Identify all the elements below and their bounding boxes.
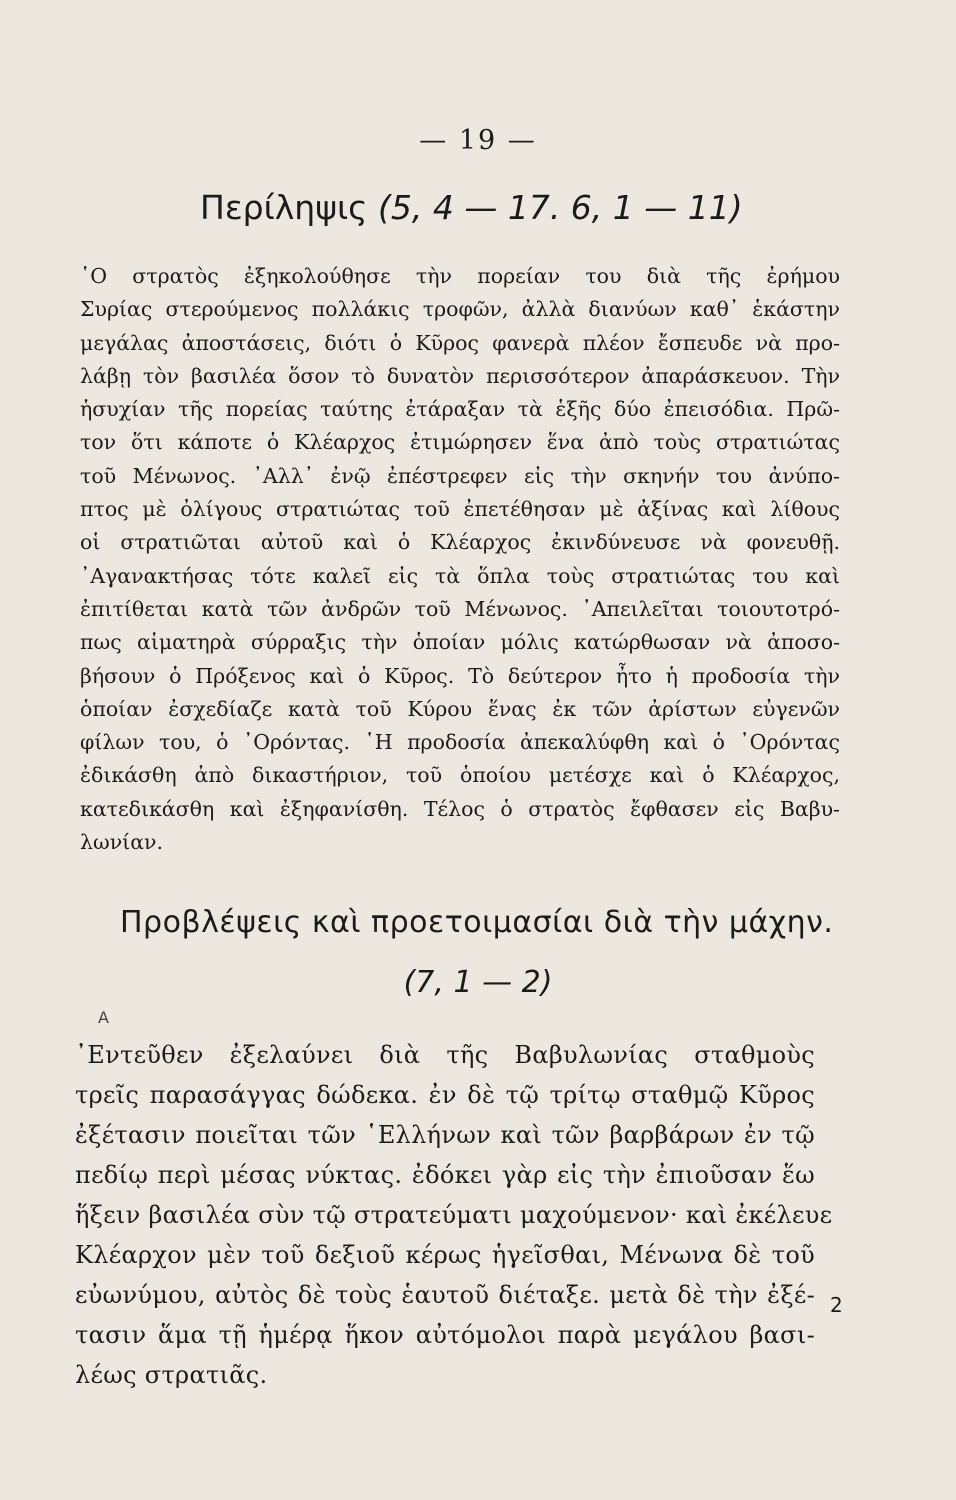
summary-line: λωνίαν.: [80, 830, 164, 855]
section-heading: Προβλέψεις καὶ προετοιμασίαι διὰ τὴν μάχην.: [120, 905, 834, 940]
passage-line: τασιν ἅμα τῇ ἡμέρᾳ ἥκον αὐτόμολοι παρὰ μεγάλου βασι-: [75, 1321, 815, 1349]
passage-line: ἥξειν βασιλέα σὺν τῷ στρατεύματι μαχούμενον· καὶ ἐκέλευε: [75, 1201, 833, 1229]
summary-line: τοῦ Μένωνος. ᾿Αλλ᾽ ἐνῷ ἐπέστρεφεν εἰς τὴν σκηνήν του ἀνύπο-: [80, 463, 840, 488]
summary-line: πτος μὲ ὀλίγους στρατιώτας τοῦ ἐπετέθησαν μὲ ἀξίνας καὶ λίθους: [80, 497, 840, 522]
passage-line: λέως στρατιᾶς.: [75, 1361, 268, 1389]
passage-line: ἐξέτασιν ποιεῖται τῶν ῾Ελλήνων καὶ τῶν βαρβάρων ἐν τῷ: [75, 1121, 815, 1149]
summary-line: ὁποίαν ἐσχεδίαζε κατὰ τοῦ Κύρου ἕνας ἐκ τῶν ἀρίστων εὐγενῶν: [80, 696, 840, 721]
passage-line: τρεῖς παρασάγγας δώδεκα. ἐν δὲ τῷ τρίτῳ σταθμῷ Κῦρος: [75, 1081, 815, 1109]
summary-line: Συρίας στερούμενος πολλάκις τροφῶν, ἀλλὰ διανύων καθ᾽ ἑκάστην: [80, 297, 840, 322]
section-reference: (7, 1 — 2): [403, 965, 553, 1000]
passage-line: Κλέαρχον μὲν τοῦ δεξιοῦ κέρως ἡγεῖσθαι, Μένωνα δὲ τοῦ: [75, 1241, 815, 1269]
passage-line: ᾿Εντεῦθεν ἐξελαύνει διὰ τῆς Βαβυλωνίας σταθμοὺς: [75, 1041, 815, 1069]
summary-line: τον ὅτι κάποτε ὁ Κλέαρχος ἐτιμώρησεν ἕνα ἀπὸ τοὺς στρατιώτας: [80, 430, 840, 455]
summary-line: οἱ στρατιῶται αὐτοῦ καὶ ὁ Κλέαρχος ἐκινδύνευσε νὰ φονευθῇ.: [80, 530, 840, 555]
summary-line: πως αἱματηρὰ σύρραξις τὴν ὁποίαν μόλις κατώρθωσαν νὰ ἀποσο-: [80, 630, 840, 655]
summary-line: ἡσυχίαν τῆς πορείας ταύτης ἐτάραξαν τὰ ἑξῆς δύο ἐπεισόδια. Πρῶ-: [80, 397, 840, 422]
summary-line: ἐπιτίθεται κατὰ τῶν ἀνδρῶν τοῦ Μένωνος. ᾿Απειλεῖται τοιουτοτρό-: [80, 596, 840, 621]
margin-marker: A: [98, 1008, 109, 1027]
summary-line: βήσουν ὁ Πρόξενος καὶ ὁ Κῦρος. Τὸ δεύτερον ἦτο ἡ προδοσία τὴν: [80, 663, 840, 688]
page-number: — 19 —: [419, 125, 537, 156]
summary-line: ῾Ο στρατὸς ἐξηκολούθησε τὴν πορείαν του διὰ τῆς ἐρήμου: [80, 264, 840, 288]
summary-paragraph: [80, 260, 840, 859]
summary-line: ᾿Αγανακτήσας τότε καλεῖ εἰς τὰ ὅπλα τοὺς στρατιώτας του καὶ: [80, 563, 840, 588]
summary-line: κατεδικάσθη καὶ ἐξηφανίσθη. Τέλος ὁ στρατὸς ἔφθασεν εἰς Βαβυ-: [80, 796, 840, 821]
summary-reference: (5, 4 — 17. 6, 1 — 11): [378, 188, 743, 227]
summary-line: λάβῃ τὸν βασιλέα ὅσον τὸ δυνατὸν περισσότερον ἀπαράσκευον. Τὴν: [80, 363, 840, 388]
summary-heading: [200, 188, 743, 227]
margin-paragraph-number: 2: [830, 1293, 843, 1317]
greek-passage: [75, 1035, 833, 1395]
passage-line: εὐωνύμου, αὐτὸς δὲ τοὺς ἑαυτοῦ διέταξε. μετὰ δὲ τὴν ἐξέ-: [75, 1281, 815, 1309]
summary-line: μεγάλας ἀποστάσεις, διότι ὁ Κῦρος φανερὰ πλέον ἔσπευδε νὰ προ-: [80, 330, 840, 355]
summary-line: ἐδικάσθη ἀπὸ δικαστήριον, τοῦ ὁποίου μετέσχε καὶ ὁ Κλέαρχος,: [80, 763, 840, 788]
summary-title: Περίληψις: [200, 188, 368, 227]
passage-line: πεδίῳ περὶ μέσας νύκτας. ἐδόκει γὰρ εἰς τὴν ἐπιοῦσαν ἕω: [75, 1161, 815, 1189]
summary-line: φίλων του, ὁ ᾿Ορόντας. ῾Η προδοσία ἀπεκαλύφθη καὶ ὁ ᾿Ορόντας: [80, 730, 840, 755]
